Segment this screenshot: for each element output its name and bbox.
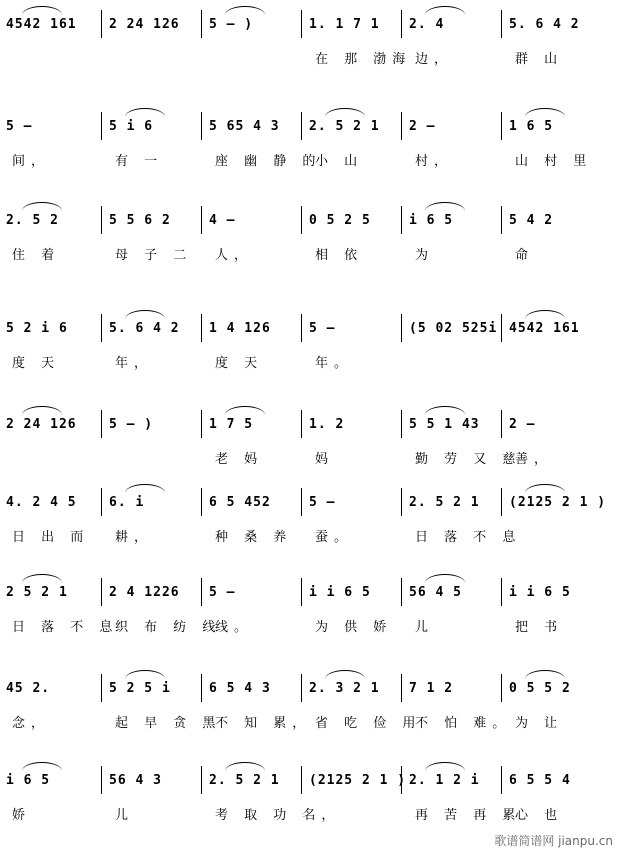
measure: 2 4 1226 (109, 584, 180, 600)
lyric-text: 儿 (115, 808, 135, 823)
barline (501, 766, 502, 794)
lyric-text: 蚕。 (315, 530, 354, 545)
barline (201, 674, 202, 702)
barline (501, 206, 502, 234)
measure: 6. i (109, 494, 145, 510)
barline (401, 488, 402, 516)
notes-row (0, 482, 621, 522)
lyric-text: 边， (415, 52, 454, 67)
score-system (0, 106, 621, 186)
barline (401, 314, 402, 342)
score-system (0, 404, 621, 484)
lyric-text: 勤 劳 又 慈 (415, 452, 522, 467)
barline (501, 314, 502, 342)
lyric-text: 度 天 (215, 356, 264, 371)
barline (401, 112, 402, 140)
barline (501, 10, 502, 38)
lyric-text: 再 苦 再 累 (415, 808, 522, 823)
lyric-text: 住 着 (12, 248, 61, 263)
barline (501, 674, 502, 702)
measure: 2. 1 2 i (409, 772, 480, 788)
lyric-text: 人， (215, 248, 254, 263)
barline (301, 410, 302, 438)
lyric-text: 年， (115, 356, 154, 371)
barline (201, 410, 202, 438)
notes-row (0, 668, 621, 708)
score-system (0, 668, 621, 748)
lyric-text: 不 怕 难。 (415, 716, 512, 731)
measure: 2 – (509, 416, 536, 432)
barline (401, 10, 402, 38)
measure: 56 4 5 (409, 584, 462, 600)
lyric-text: 座 幽 静 的 (215, 154, 322, 169)
lyric-text: 日 出 而 (12, 530, 90, 545)
lyric-text: 日 落 不 息 (415, 530, 522, 545)
barline (501, 410, 502, 438)
measure: i i 6 5 (509, 584, 571, 600)
measure: 5 – (6, 118, 33, 134)
measure: 5 2 i 6 (6, 320, 68, 336)
measure: 5 – (209, 584, 236, 600)
barline (101, 578, 102, 606)
measure: 2 – (409, 118, 436, 134)
score-system (0, 4, 621, 84)
measure: 5 65 4 3 (209, 118, 280, 134)
score-system (0, 572, 621, 652)
measure: 2 24 126 (109, 16, 180, 32)
lyrics-row (0, 48, 621, 72)
lyric-text: 为 (415, 248, 435, 263)
measure: 5 5 6 2 (109, 212, 171, 228)
barline (101, 488, 102, 516)
barline (101, 10, 102, 38)
lyric-text: 间， (12, 154, 51, 169)
barline (101, 314, 102, 342)
measure: 4 – (209, 212, 236, 228)
barline (101, 112, 102, 140)
barline (401, 674, 402, 702)
measure: (2125 2 1 ) (309, 772, 407, 788)
measure: 4542 161 (509, 320, 580, 336)
score-system (0, 308, 621, 388)
lyric-text: 山 村 里 (515, 154, 593, 169)
lyric-text: 织 布 纺 线 (115, 620, 222, 635)
measure: 1. 1 7 1 (309, 16, 380, 32)
measure: (2125 2 1 ) (509, 494, 607, 510)
notes-row (0, 200, 621, 240)
measure: 2. 5 2 1 (309, 118, 380, 134)
barline (101, 674, 102, 702)
barline (201, 488, 202, 516)
watermark-text: 歌谱简谱网 jianpu.cn (494, 834, 613, 848)
measure: 5 – ) (109, 416, 154, 432)
lyrics-row (0, 150, 621, 174)
measure: 5 4 2 (509, 212, 554, 228)
measure: 6 5 4 3 (209, 680, 271, 696)
measure: 5 i 6 (109, 118, 154, 134)
lyric-text: 老 妈 (215, 452, 264, 467)
barline (501, 112, 502, 140)
measure: (5 02 525i (409, 320, 498, 336)
lyrics-row (0, 352, 621, 376)
lyric-text: 为 供 娇 (315, 620, 393, 635)
measure: 4542 161 (6, 16, 77, 32)
lyric-text: 母 子 二 (115, 248, 193, 263)
measure: 5 5 1 43 (409, 416, 480, 432)
lyric-text: 不 知 累， (215, 716, 312, 731)
measure: 1 4 126 (209, 320, 271, 336)
measure: i 6 5 (6, 772, 51, 788)
barline (101, 206, 102, 234)
lyric-text: 相 依 (315, 248, 364, 263)
lyric-text: 为 让 (515, 716, 564, 731)
notes-row (0, 4, 621, 44)
lyric-text: 有 一 (115, 154, 164, 169)
measure: 5 – (309, 320, 336, 336)
notes-row (0, 106, 621, 146)
barline (401, 578, 402, 606)
lyric-text: 念， (12, 716, 51, 731)
lyric-text: 日 落 不 息 (12, 620, 119, 635)
barline (301, 488, 302, 516)
barline (301, 314, 302, 342)
lyric-text: 妈 (315, 452, 335, 467)
barline (201, 112, 202, 140)
barline (201, 578, 202, 606)
measure: 2. 3 2 1 (309, 680, 380, 696)
lyric-text: 考 取 功 名， (215, 808, 341, 823)
barline (201, 766, 202, 794)
lyrics-row (0, 526, 621, 550)
barline (501, 578, 502, 606)
barline (301, 112, 302, 140)
barline (401, 206, 402, 234)
measure: 2. 5 2 1 (209, 772, 280, 788)
barline (301, 578, 302, 606)
lyric-text: 命 (515, 248, 535, 263)
measure: 5. 6 4 2 (109, 320, 180, 336)
lyric-text: 年。 (315, 356, 354, 371)
measure: 56 4 3 (109, 772, 162, 788)
barline (101, 766, 102, 794)
measure: 2. 5 2 (6, 212, 59, 228)
score-system (0, 200, 621, 280)
measure: i 6 5 (409, 212, 454, 228)
measure: 2 5 2 1 (6, 584, 68, 600)
measure: 0 5 5 2 (509, 680, 571, 696)
lyric-text: 儿 (415, 620, 435, 635)
lyric-text: 善， (515, 452, 554, 467)
notes-row (0, 404, 621, 444)
measure: i i 6 5 (309, 584, 371, 600)
measure: 2 24 126 (6, 416, 77, 432)
lyric-text: 在 那 渤海 (315, 52, 412, 67)
barline (201, 314, 202, 342)
measure: 6 5 5 4 (509, 772, 571, 788)
lyrics-row (0, 712, 621, 736)
score-system (0, 482, 621, 562)
measure: 1 6 5 (509, 118, 554, 134)
lyrics-row (0, 616, 621, 640)
measure: 1 7 5 (209, 416, 254, 432)
measure: 1. 2 (309, 416, 345, 432)
lyric-text: 种 桑 养 (215, 530, 293, 545)
barline (301, 206, 302, 234)
measure: 0 5 2 5 (309, 212, 371, 228)
lyric-text: 把 书 (515, 620, 564, 635)
barline (301, 766, 302, 794)
barline (201, 10, 202, 38)
notes-row (0, 572, 621, 612)
notes-row (0, 760, 621, 800)
lyrics-row (0, 804, 621, 828)
measure: 2. 5 2 1 (409, 494, 480, 510)
lyric-text: 线。 (215, 620, 254, 635)
barline (301, 10, 302, 38)
barline (301, 674, 302, 702)
lyric-text: 起 早 贪 黑 (115, 716, 222, 731)
lyric-text: 娇 (12, 808, 32, 823)
barline (401, 410, 402, 438)
measure: 45 2. (6, 680, 51, 696)
barline (101, 410, 102, 438)
measure: 5. 6 4 2 (509, 16, 580, 32)
lyrics-row (0, 448, 621, 472)
lyric-text: 耕， (115, 530, 154, 545)
measure: 4. 2 4 5 (6, 494, 77, 510)
lyrics-row (0, 244, 621, 268)
measure: 5 – (309, 494, 336, 510)
measure: 5 – ) (209, 16, 254, 32)
lyric-text: 省 吃 俭 用 (315, 716, 422, 731)
barline (501, 488, 502, 516)
measure: 5 2 5 i (109, 680, 171, 696)
lyric-text: 度 天 (12, 356, 61, 371)
measure: 2. 4 (409, 16, 445, 32)
measure: 7 1 2 (409, 680, 454, 696)
notes-row (0, 308, 621, 348)
barline (201, 206, 202, 234)
barline (401, 766, 402, 794)
lyric-text: 村， (415, 154, 454, 169)
lyric-text: 心 也 (515, 808, 564, 823)
score-system (0, 760, 621, 840)
measure: 6 5 452 (209, 494, 271, 510)
lyric-text: 小 山 (315, 154, 364, 169)
lyric-text: 群 山 (515, 52, 564, 67)
